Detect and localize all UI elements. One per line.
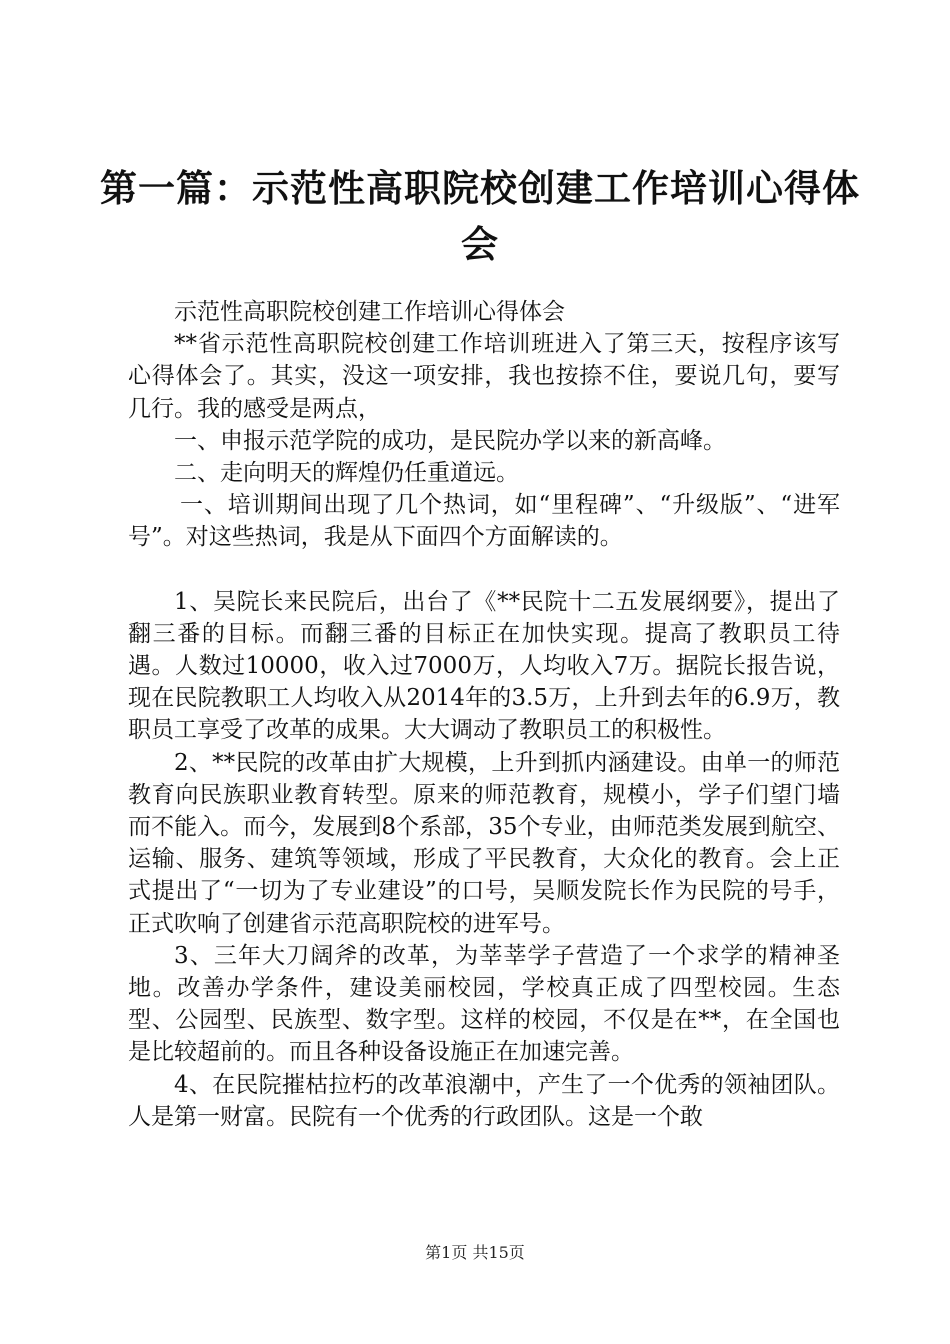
paragraph-item-3: 3、三年大刀阔斧的改革，为莘莘学子营造了一个求学的精神圣地。改善办学条件，建设美丽校园，学校真正成了四型校园。生态型、公园型、民族型、数字型。这样的校园，不仅是在**，在全国也是比较超前的。而且各种设备设施正在加速完善。 (128, 942, 840, 1066)
document-body (128, 296, 840, 1133)
paragraph-subtitle: 示范性高职院校创建工作培训心得体会 (174, 299, 565, 325)
paragraph-point-one: 一、申报示范学院的成功，是民院办学以来的新高峰。 (174, 427, 726, 454)
paragraph-point-two: 二、走向明天的辉煌仍任重道远。 (174, 460, 519, 487)
page-footer: 第1页 共15页 (425, 1243, 525, 1262)
paragraph-intro: **省示范性高职院校创建工作培训班进入了第三天，按程序该写心得体会了。其实，没这一项安排，我也按捺不住，要说几句，要写几行。我的感受是两点， (128, 331, 840, 422)
paragraph-item-1: 1、吴院长来民院后，出台了《**民院十二五发展纲要》，提出了翻三番的目标。而翻三番的目标正在加快实现。提高了教职员工待遇。人数过10000，收入过7000万，人均收入7万。据院长报告说，现在民院教职工人均收入从2014年的3.5万，上升到去年的6.9万，教职员工享受了改革的成果。大大调动了教职员工的积极性。 (128, 588, 840, 744)
paragraph-section-one: 一、培训期间出现了几个热词，如“里程碑”、“升级版”、“进军号”。对这些热词，我是从下面四个方面解读的。 (128, 492, 840, 551)
document-title: 第一篇：示范性高职院校创建工作培训心得体会 (100, 166, 860, 266)
paragraph-item-2: 2、**民院的改革由扩大规模，上升到抓内涵建设。由单一的师范教育向民族职业教育转型。原来的师范教育，规模小，学子们望门墙而不能入。而今，发展到8个系部，35个专业，由师范类发展到航空、运输、服务、建筑等领域，形成了平民教育，大众化的教育。会上正式提出了“一切为了专业建设”的口号，吴顺发院长作为民院的号手，正式吹响了创建省示范高职院校的进军号。 (128, 749, 840, 937)
paragraph-item-4: 4、在民院摧枯拉朽的改革浪潮中，产生了一个优秀的领袖团队。人是第一财富。民院有一个优秀的行政团队。这是一个敢 (128, 1071, 840, 1130)
